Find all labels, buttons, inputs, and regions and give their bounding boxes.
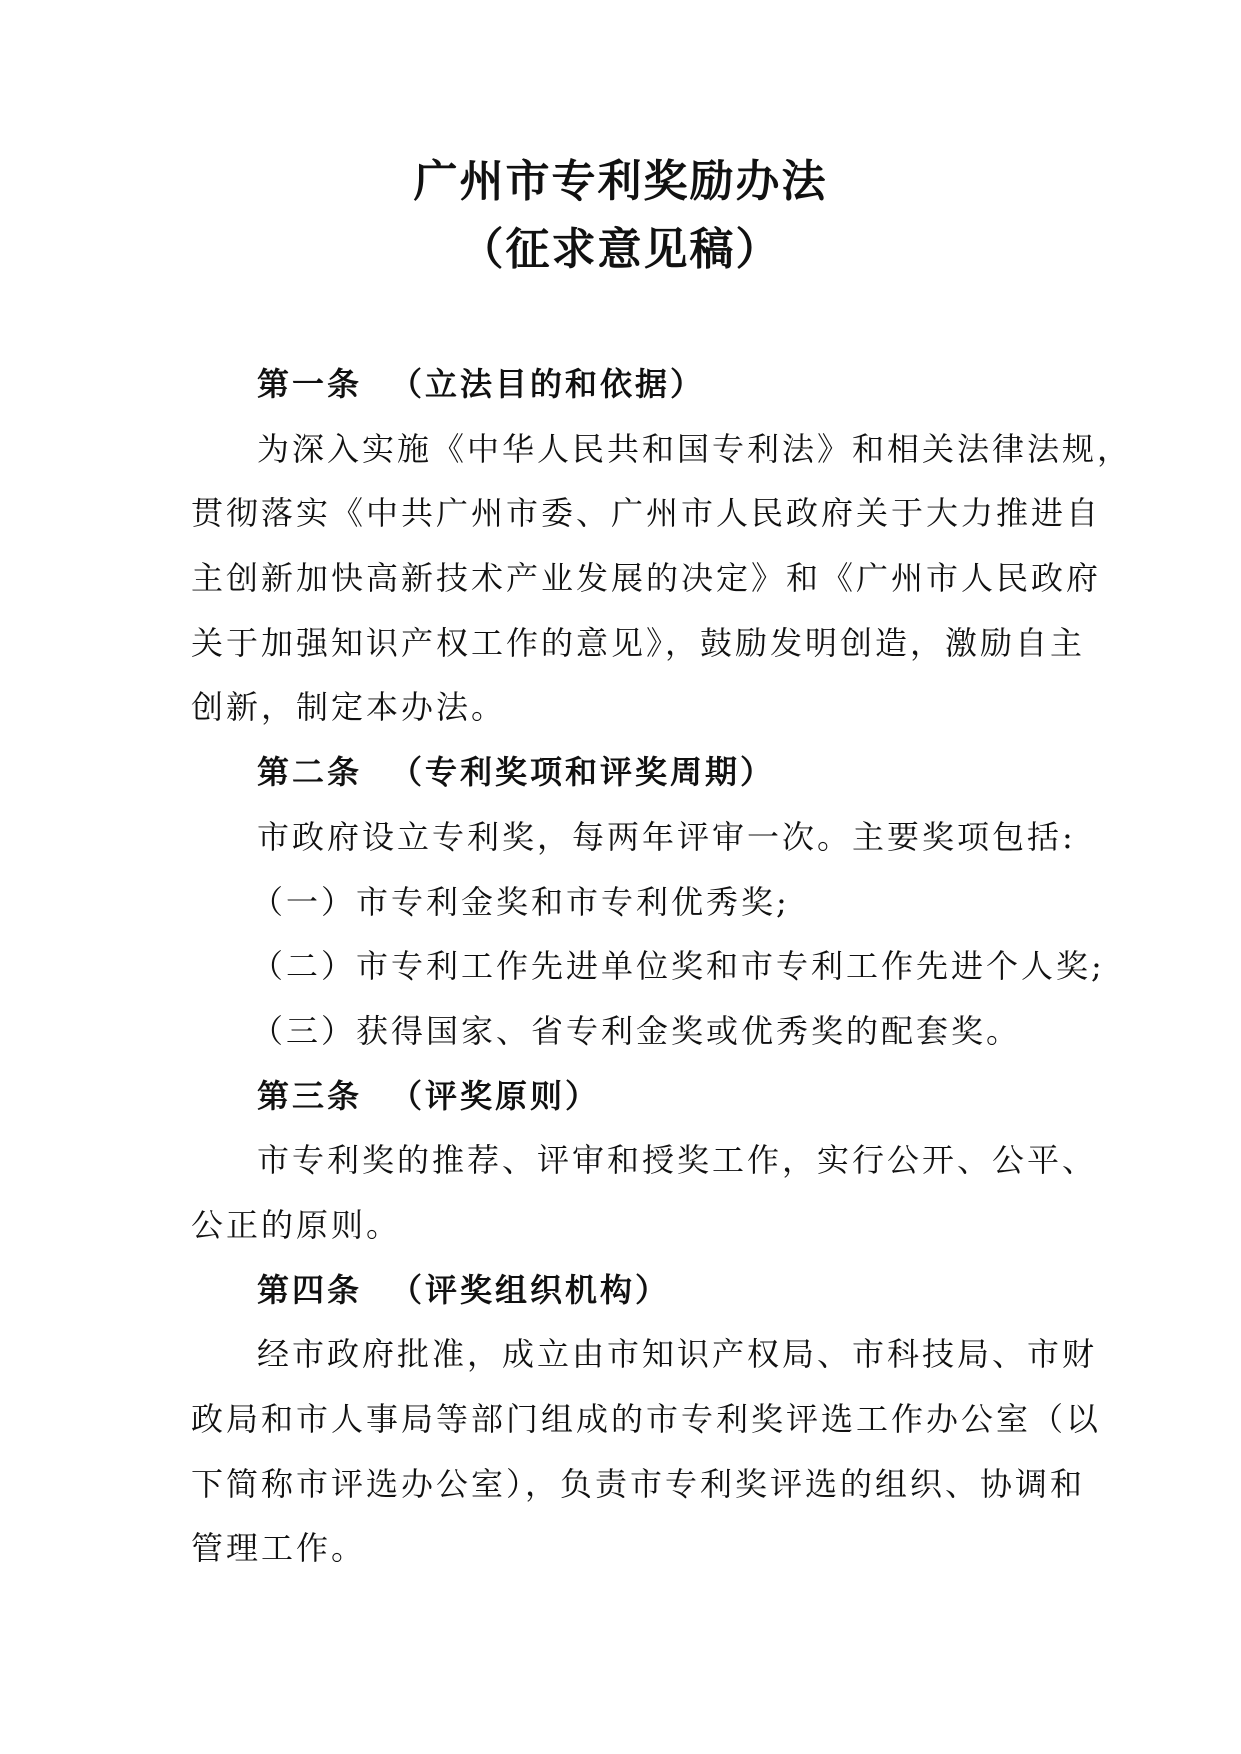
paragraph-line: 公正的原则。 <box>191 1205 402 1244</box>
paragraph-line: 创新，制定本办法。 <box>191 688 507 727</box>
paragraph-line: 管理工作。 <box>191 1529 367 1568</box>
article-heading-text: （专利奖项和评奖周期） <box>390 753 776 792</box>
article-heading <box>191 1258 1051 1323</box>
article-number: 第二条 <box>257 753 363 792</box>
paragraph-line: 经市政府批准，成立由市知识产权局、市科技局、市财 <box>257 1335 1098 1374</box>
paragraph-line: 主创新加快高新技术产业发展的决定》和《广州市人民政府 <box>191 559 1102 598</box>
article-number: 第一条 <box>257 365 363 403</box>
article-heading <box>191 740 1051 805</box>
article-number: 第三条 <box>257 1076 363 1115</box>
paragraph-line: 市专利奖的推荐、评审和授奖工作，实行公开、公平、 <box>257 1141 1098 1180</box>
article-heading-text: （立法目的和依据） <box>390 365 706 403</box>
article-heading-text: （评奖原则） <box>390 1076 601 1115</box>
paragraph-line: 关于加强知识产权工作的意见》，鼓励发明创造，激励自主 <box>191 623 1086 662</box>
paragraph-line: 为深入实施《中华人民共和国专利法》和相关法律法规， <box>257 429 1133 468</box>
paragraph-line: 市政府设立专利奖，每两年评审一次。主要奖项包括: <box>257 817 1076 856</box>
paragraph-line: 贯彻落实《中共广州市委、广州市人民政府关于大力推进自 <box>191 494 1102 533</box>
article-heading <box>191 1064 1051 1129</box>
document-title: 广州市专利奖励办法 <box>413 156 828 207</box>
list-item: （二）市专利工作先进单位奖和市专利工作先进个人奖; <box>251 947 1105 986</box>
document-subtitle: （征求意见稿） <box>459 224 782 275</box>
list-item: （三）获得国家、省专利金奖或优秀奖的配套奖。 <box>251 1011 1022 1050</box>
list-item: （一）市专利金奖和市专利优秀奖; <box>251 882 790 921</box>
paragraph-line: 下简称市评选办公室），负责市专利奖评选的组织、协调和 <box>191 1464 1086 1503</box>
article-number: 第四条 <box>257 1270 363 1309</box>
article-heading-text: （评奖组织机构） <box>390 1270 671 1309</box>
article-heading <box>191 352 1051 417</box>
paragraph-line: 政局和市人事局等部门组成的市专利奖评选工作办公室（以 <box>191 1400 1102 1438</box>
document-body <box>191 352 1133 1581</box>
